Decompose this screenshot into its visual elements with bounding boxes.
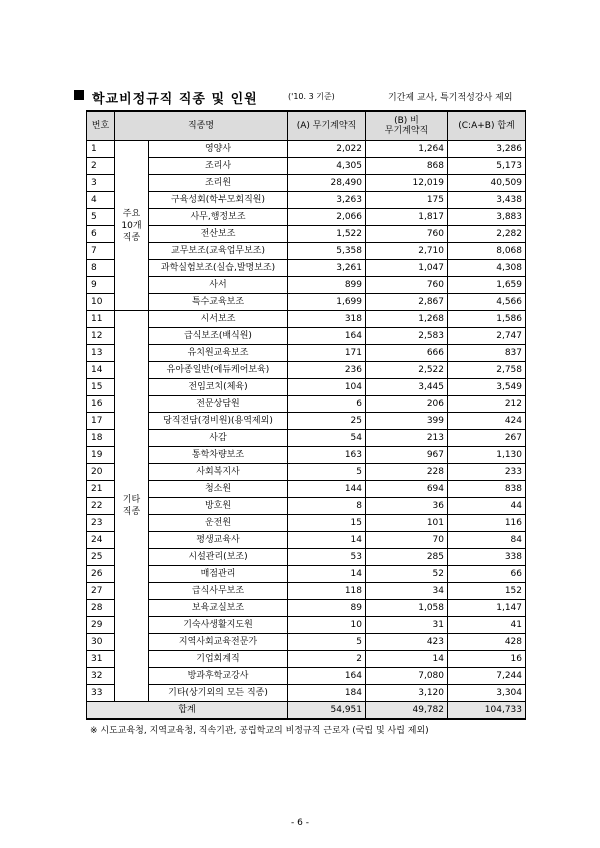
value-a: 1,522	[288, 226, 366, 243]
col-header-b-line2: 무기계약직	[384, 126, 429, 136]
total-label: 합계	[87, 702, 288, 720]
value-c: 2,747	[448, 328, 526, 345]
table-header-row	[87, 111, 526, 141]
col-header-no: 번호	[87, 111, 115, 141]
table-row	[87, 498, 526, 515]
value-b: 760	[366, 226, 448, 243]
bullet-square-icon	[74, 90, 84, 100]
row-number: 4	[87, 192, 115, 209]
row-number: 9	[87, 277, 115, 294]
value-c: 2,758	[448, 362, 526, 379]
row-number: 18	[87, 430, 115, 447]
row-number: 5	[87, 209, 115, 226]
value-a: 14	[288, 566, 366, 583]
table-row	[87, 430, 526, 447]
row-number: 29	[87, 617, 115, 634]
value-a: 163	[288, 447, 366, 464]
staff-table	[86, 110, 526, 720]
job-title: 기숙사생활지도원	[149, 617, 288, 634]
job-title: 과학실험보조(실습,발명보조)	[149, 260, 288, 277]
table-row	[87, 668, 526, 685]
table-row	[87, 549, 526, 566]
value-b: 2,583	[366, 328, 448, 345]
row-number: 27	[87, 583, 115, 600]
value-b: 399	[366, 413, 448, 430]
value-a: 164	[288, 328, 366, 345]
value-b: 31	[366, 617, 448, 634]
job-title: 지역사회교육전문가	[149, 634, 288, 651]
row-number: 11	[87, 311, 115, 328]
table-row	[87, 175, 526, 192]
col-header-c: (C:A+B) 합계	[448, 111, 526, 141]
value-a: 118	[288, 583, 366, 600]
job-title: 기타(상기외의 모든 직종)	[149, 685, 288, 702]
table-row	[87, 345, 526, 362]
value-c: 40,509	[448, 175, 526, 192]
job-title: 방호원	[149, 498, 288, 515]
value-b: 868	[366, 158, 448, 175]
footnote: ※ 시도교육청, 지역교육청, 직속기관, 공립학교의 비정규직 근로자 (국립 및 사립 제외)	[90, 726, 429, 736]
row-number: 3	[87, 175, 115, 192]
value-c: 152	[448, 583, 526, 600]
job-title: 전문상담원	[149, 396, 288, 413]
table-row	[87, 362, 526, 379]
section-heading	[74, 88, 534, 107]
value-b: 2,710	[366, 243, 448, 260]
job-title: 영양사	[149, 141, 288, 158]
col-header-b-line1: (B) 비	[394, 116, 419, 126]
value-a: 25	[288, 413, 366, 430]
job-title: 유아종일반(에듀케어보육)	[149, 362, 288, 379]
table-row	[87, 277, 526, 294]
row-number: 22	[87, 498, 115, 515]
job-title: 당직전담(경비원)(용역제외)	[149, 413, 288, 430]
value-a: 2	[288, 651, 366, 668]
job-title: 평생교육사	[149, 532, 288, 549]
value-b: 1,817	[366, 209, 448, 226]
value-b: 101	[366, 515, 448, 532]
table-row	[87, 260, 526, 277]
value-c: 267	[448, 430, 526, 447]
table-row	[87, 158, 526, 175]
job-title: 교무보조(교육업무보조)	[149, 243, 288, 260]
row-number: 31	[87, 651, 115, 668]
job-title: 기업회계직	[149, 651, 288, 668]
value-a: 899	[288, 277, 366, 294]
row-number: 10	[87, 294, 115, 311]
row-number: 19	[87, 447, 115, 464]
total-a: 54,951	[288, 702, 366, 720]
value-c: 1,130	[448, 447, 526, 464]
value-c: 3,286	[448, 141, 526, 158]
table-row	[87, 209, 526, 226]
value-b: 52	[366, 566, 448, 583]
job-title: 사서	[149, 277, 288, 294]
row-number: 21	[87, 481, 115, 498]
row-number: 20	[87, 464, 115, 481]
value-b: 285	[366, 549, 448, 566]
row-number: 1	[87, 141, 115, 158]
table-row	[87, 396, 526, 413]
table-row	[87, 226, 526, 243]
value-a: 89	[288, 600, 366, 617]
value-c: 16	[448, 651, 526, 668]
job-title: 전산보조	[149, 226, 288, 243]
table-row	[87, 192, 526, 209]
job-title: 전임코치(체육)	[149, 379, 288, 396]
job-title: 사감	[149, 430, 288, 447]
job-title: 사회복지사	[149, 464, 288, 481]
value-c: 837	[448, 345, 526, 362]
table-row	[87, 515, 526, 532]
value-b: 175	[366, 192, 448, 209]
table-row	[87, 685, 526, 702]
value-c: 212	[448, 396, 526, 413]
value-a: 144	[288, 481, 366, 498]
group-other: 기타 직종	[115, 311, 149, 702]
table-row	[87, 600, 526, 617]
row-number: 32	[87, 668, 115, 685]
job-title: 조리원	[149, 175, 288, 192]
table-row	[87, 294, 526, 311]
value-c: 116	[448, 515, 526, 532]
table-row	[87, 532, 526, 549]
col-header-name: 직종명	[115, 111, 288, 141]
row-number: 6	[87, 226, 115, 243]
value-b: 228	[366, 464, 448, 481]
value-c: 1,659	[448, 277, 526, 294]
value-c: 3,883	[448, 209, 526, 226]
page-number: - 6 -	[291, 818, 309, 828]
value-b: 70	[366, 532, 448, 549]
value-a: 4,305	[288, 158, 366, 175]
table-body	[87, 141, 526, 702]
job-title: 시서보조	[149, 311, 288, 328]
row-number: 25	[87, 549, 115, 566]
value-a: 15	[288, 515, 366, 532]
value-b: 3,120	[366, 685, 448, 702]
value-a: 5	[288, 634, 366, 651]
job-title: 보육교실보조	[149, 600, 288, 617]
value-a: 6	[288, 396, 366, 413]
job-title: 시설관리(보조)	[149, 549, 288, 566]
value-c: 3,549	[448, 379, 526, 396]
table-row	[87, 481, 526, 498]
value-a: 3,261	[288, 260, 366, 277]
row-number: 26	[87, 566, 115, 583]
value-a: 53	[288, 549, 366, 566]
value-c: 838	[448, 481, 526, 498]
value-a: 236	[288, 362, 366, 379]
value-b: 1,047	[366, 260, 448, 277]
total-row	[87, 702, 526, 720]
row-number: 15	[87, 379, 115, 396]
row-number: 17	[87, 413, 115, 430]
value-b: 36	[366, 498, 448, 515]
value-b: 206	[366, 396, 448, 413]
value-a: 3,263	[288, 192, 366, 209]
table-row	[87, 583, 526, 600]
value-c: 7,244	[448, 668, 526, 685]
value-b: 34	[366, 583, 448, 600]
value-c: 233	[448, 464, 526, 481]
row-number: 23	[87, 515, 115, 532]
job-title: 급식보조(배식원)	[149, 328, 288, 345]
value-b: 1,268	[366, 311, 448, 328]
value-b: 213	[366, 430, 448, 447]
table-row	[87, 566, 526, 583]
value-a: 171	[288, 345, 366, 362]
row-number: 7	[87, 243, 115, 260]
job-title: 급식사무보조	[149, 583, 288, 600]
value-a: 104	[288, 379, 366, 396]
value-a: 318	[288, 311, 366, 328]
value-c: 4,308	[448, 260, 526, 277]
value-c: 41	[448, 617, 526, 634]
job-title: 매점관리	[149, 566, 288, 583]
row-number: 8	[87, 260, 115, 277]
job-title: 조리사	[149, 158, 288, 175]
table-row	[87, 243, 526, 260]
value-a: 2,022	[288, 141, 366, 158]
value-a: 10	[288, 617, 366, 634]
value-b: 423	[366, 634, 448, 651]
value-a: 28,490	[288, 175, 366, 192]
col-header-a: (A) 무기계약직	[288, 111, 366, 141]
value-c: 338	[448, 549, 526, 566]
value-a: 54	[288, 430, 366, 447]
value-b: 1,264	[366, 141, 448, 158]
value-a: 14	[288, 532, 366, 549]
col-header-b	[366, 111, 448, 141]
value-a: 184	[288, 685, 366, 702]
job-title: 청소원	[149, 481, 288, 498]
value-c: 84	[448, 532, 526, 549]
value-a: 2,066	[288, 209, 366, 226]
group-main: 주요 10개 직종	[115, 141, 149, 311]
value-b: 7,080	[366, 668, 448, 685]
job-title: 유치원교육보조	[149, 345, 288, 362]
row-number: 16	[87, 396, 115, 413]
value-a: 164	[288, 668, 366, 685]
table-row	[87, 141, 526, 158]
row-number: 33	[87, 685, 115, 702]
total-b: 49,782	[366, 702, 448, 720]
section-title: 학교비정규직 직종 및 인원	[92, 92, 258, 107]
row-number: 13	[87, 345, 115, 362]
value-b: 14	[366, 651, 448, 668]
job-title: 통학차량보조	[149, 447, 288, 464]
value-c: 4,566	[448, 294, 526, 311]
value-c: 2,282	[448, 226, 526, 243]
table-row	[87, 447, 526, 464]
value-c: 8,068	[448, 243, 526, 260]
value-a: 1,699	[288, 294, 366, 311]
value-b: 12,019	[366, 175, 448, 192]
value-b: 967	[366, 447, 448, 464]
table-row	[87, 634, 526, 651]
base-date: ('10. 3 기준)	[288, 92, 335, 101]
value-b: 1,058	[366, 600, 448, 617]
job-title: 방과후학교강사	[149, 668, 288, 685]
value-b: 2,522	[366, 362, 448, 379]
value-c: 3,438	[448, 192, 526, 209]
value-c: 1,147	[448, 600, 526, 617]
row-number: 24	[87, 532, 115, 549]
value-c: 3,304	[448, 685, 526, 702]
job-title: 특수교육보조	[149, 294, 288, 311]
value-c: 44	[448, 498, 526, 515]
table-row	[87, 328, 526, 345]
value-a: 5	[288, 464, 366, 481]
value-b: 694	[366, 481, 448, 498]
exclusion-note: 기간제 교사, 특기적성강사 제외	[388, 93, 513, 103]
value-b: 2,867	[366, 294, 448, 311]
row-number: 2	[87, 158, 115, 175]
row-number: 30	[87, 634, 115, 651]
value-c: 428	[448, 634, 526, 651]
table-row	[87, 311, 526, 328]
table-row	[87, 413, 526, 430]
row-number: 14	[87, 362, 115, 379]
job-title: 사무,행정보조	[149, 209, 288, 226]
value-a: 5,358	[288, 243, 366, 260]
job-title: 운전원	[149, 515, 288, 532]
job-title: 구육성회(학부모회직원)	[149, 192, 288, 209]
row-number: 12	[87, 328, 115, 345]
table-row	[87, 379, 526, 396]
total-c: 104,733	[448, 702, 526, 720]
value-a: 8	[288, 498, 366, 515]
value-c: 424	[448, 413, 526, 430]
value-b: 3,445	[366, 379, 448, 396]
table-row	[87, 464, 526, 481]
value-c: 1,586	[448, 311, 526, 328]
table-row	[87, 651, 526, 668]
value-b: 666	[366, 345, 448, 362]
value-c: 66	[448, 566, 526, 583]
value-c: 5,173	[448, 158, 526, 175]
row-number: 28	[87, 600, 115, 617]
value-b: 760	[366, 277, 448, 294]
table-row	[87, 617, 526, 634]
